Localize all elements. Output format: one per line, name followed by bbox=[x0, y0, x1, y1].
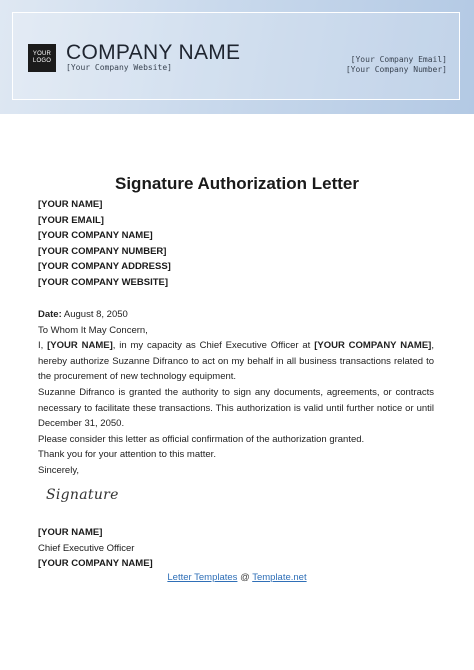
sender-company-number: [YOUR COMPANY NUMBER] bbox=[38, 245, 167, 257]
closing-company: [YOUR COMPANY NAME] bbox=[38, 558, 153, 570]
company-email: [Your Company Email] bbox=[350, 55, 447, 64]
date-value: August 8, 2050 bbox=[61, 309, 128, 320]
paragraph-scope: Suzanne Difranco is granted the authority to sign any documents, agreements, or contracts necessary to facilitate these transactions. This authorization is valid until further notice or until December 31, 2050. bbox=[38, 386, 434, 430]
sender-company-name: [YOUR COMPANY NAME] bbox=[38, 230, 153, 242]
letter-title: Signature Authorization Letter bbox=[115, 174, 359, 193]
paragraph-authorization bbox=[38, 338, 434, 385]
signature: Signature bbox=[46, 487, 119, 503]
footer-separator: @ bbox=[237, 572, 253, 583]
para1-name: [YOUR NAME] bbox=[47, 340, 113, 352]
date-label: Date: bbox=[38, 309, 62, 320]
logo-line-2: LOGO bbox=[32, 58, 52, 64]
template-net-link[interactable]: Template.net bbox=[252, 572, 307, 583]
sender-block bbox=[38, 197, 171, 291]
para1-pre: I, bbox=[38, 340, 48, 352]
paragraph-thanks: Thank you for your attention to this matter. bbox=[38, 449, 216, 461]
letterhead bbox=[0, 0, 474, 114]
sender-company-address: [YOUR COMPANY ADDRESS] bbox=[38, 261, 171, 273]
para1-company: [YOUR COMPANY NAME] bbox=[314, 340, 432, 352]
date-line bbox=[38, 307, 434, 323]
para1-post: , hereby authorize Suzanne Difranco to act on my behalf in all business transactions related to the procurement of new technology equipment. bbox=[38, 340, 434, 383]
letter-templates-link[interactable]: Letter Templates bbox=[167, 572, 238, 583]
closing-name: [YOUR NAME] bbox=[38, 527, 103, 538]
para1-mid: , in my capacity as Chief Executive Officer at bbox=[112, 340, 315, 352]
paragraph-confirmation: Please consider this letter as official confirmation of the authorization granted. bbox=[38, 433, 365, 445]
logo-line-1: YOUR bbox=[32, 51, 52, 57]
company-website: [Your Company Website] bbox=[66, 63, 172, 72]
company-contact bbox=[346, 55, 447, 75]
sender-company-website: [YOUR COMPANY WEBSITE] bbox=[38, 276, 169, 288]
closing-block bbox=[38, 525, 153, 572]
salutation: To Whom It May Concern, bbox=[38, 324, 148, 336]
sender-name: [YOUR NAME] bbox=[38, 199, 103, 210]
sign-off: Sincerely, bbox=[38, 464, 80, 476]
footer bbox=[0, 572, 474, 583]
company-name: COMPANY NAME bbox=[66, 41, 241, 64]
closing-role: Chief Executive Officer bbox=[38, 542, 135, 554]
company-logo bbox=[28, 44, 56, 72]
sender-email: [YOUR EMAIL] bbox=[38, 214, 104, 226]
company-number: [Your Company Number] bbox=[345, 65, 447, 74]
letter-body bbox=[38, 307, 434, 479]
